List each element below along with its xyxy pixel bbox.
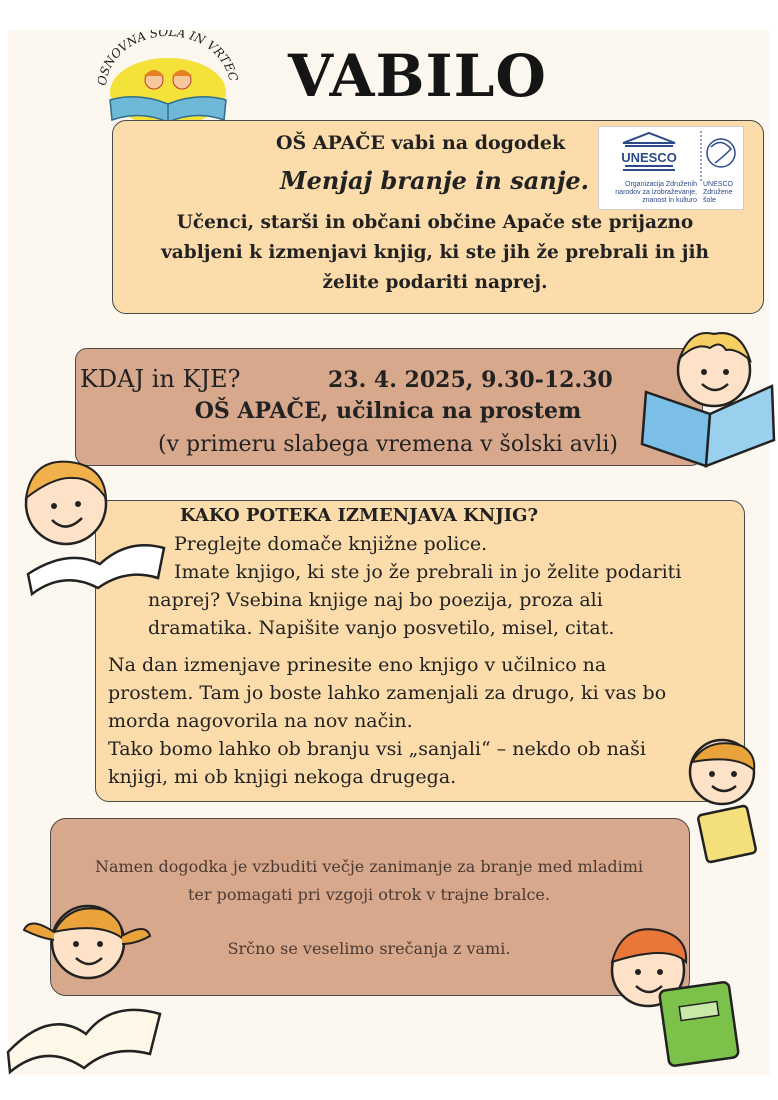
unesco-schools-globe-icon <box>707 139 735 167</box>
purpose-line-2: ter pomagati pri vzgoji otrok v trajne bralce. <box>188 885 550 904</box>
how-p3-line-2: knjigi, mi ob knjigi nekoga drugega. <box>108 766 457 788</box>
event-name: Menjaj branje in sanje. <box>280 166 590 195</box>
logo-arc-text: OSNOVNA ŠOLA IN VRTEC <box>94 30 241 87</box>
page-title: VABILO <box>288 42 547 110</box>
intro-body: Učenci, starši in občani občine Apače ste prijazno vabljeni k izmenjavi knjig, ki ste jih že prebrali in jih želite podariti naprej. <box>161 212 709 293</box>
when-where-label: KDAJ in KJE? <box>80 365 241 393</box>
unesco-wordmark: UNESCO <box>621 150 677 165</box>
child-holding-book-icon <box>652 728 778 868</box>
purpose-line-1: Namen dogodka je vzbuditi večje zanimanje za branje med mladimi <box>94 857 644 876</box>
intro-line: OŠ APAČE vabi na dogodek <box>276 132 566 154</box>
unesco-temple-icon <box>621 133 677 171</box>
how-step-2-line-3: dramatika. Napišite vanjo posvetilo, misel, citat. <box>148 617 615 639</box>
unesco-network-name: UNESCO Združene šole <box>703 181 733 204</box>
closing-line: Srčno se veselimo srečanja z vami. <box>227 939 511 958</box>
event-date: 23. 4. 2025 <box>328 367 466 393</box>
event-time: , 9.30-12.30 <box>465 367 613 393</box>
girl-with-open-book-icon <box>0 896 170 1076</box>
how-heading: KAKO POTEKA IZMENJAVA KNJIG? <box>180 505 539 526</box>
unesco-org-name: Organizacija Združenih narodov za izobraževanje, znanost in kulturo <box>615 181 697 204</box>
how-p3-line-1: Tako bomo lahko ob branju vsi „sanjali“ – nekdo ob naši <box>108 738 646 760</box>
how-step-2-line-1: Imate knjigo, ki ste jo že prebrali in jo želite podariti <box>174 561 682 583</box>
event-date-time <box>328 367 613 393</box>
child-with-open-book-icon <box>8 448 168 598</box>
school-logo <box>88 30 248 130</box>
girl-with-green-book-icon <box>598 916 758 1076</box>
how-p2-line-3: morda nagovorila na nov način. <box>108 710 413 732</box>
child-reading-book-icon <box>640 318 778 478</box>
how-step-1: Preglejte domače knjižne police. <box>174 533 488 555</box>
how-step-2-line-2: naprej? Vsebina knjige naj bo poezija, proza ali <box>148 589 603 611</box>
event-place: OŠ APAČE, učilnica na prostem <box>194 398 582 424</box>
how-p2-line-1: Na dan izmenjave prinesite eno knjigo v učilnico na <box>108 654 607 676</box>
weather-note: (v primeru slabega vremena v šolski avli) <box>158 432 618 457</box>
unesco-logo <box>598 126 744 210</box>
how-p2-line-2: prostem. Tam jo boste lahko zamenjali za drugo, ki vas bo <box>108 682 667 704</box>
